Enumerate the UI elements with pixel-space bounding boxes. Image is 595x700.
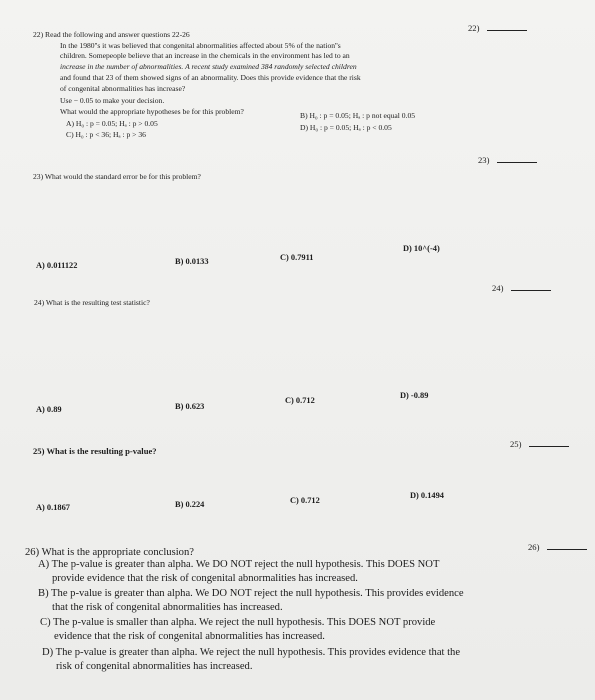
option-22-c[interactable]: C) H₀ : p < 36; Hₐ : p > 36 — [66, 130, 146, 139]
answer-slot-22 — [468, 20, 527, 33]
answer-number-24: 24) — [492, 283, 504, 293]
question-23-text: 23) What would the standard error be for this problem? — [33, 172, 201, 181]
option-24-a[interactable]: A) 0.89 — [36, 405, 62, 414]
option-26-b-line-1: B) The p-value is greater than alpha. We DO NOT reject the null hypothesis. This provides evidence — [38, 588, 464, 599]
question-22-text: What would the appropriate hypotheses be for this problem? — [60, 107, 244, 116]
option-26-b-line-2: that the risk of congenital abnormalities has increased. — [52, 602, 283, 613]
option-24-d[interactable]: D) -0.89 — [400, 391, 429, 400]
answer-blank-26[interactable] — [547, 539, 587, 550]
passage-line-3: increase in the number of abnormalities. A recent study examined 384 randomly selected children — [60, 62, 357, 71]
question-25-text: 25) What is the resulting p-value? — [33, 446, 157, 456]
option-24-c[interactable]: C) 0.712 — [285, 396, 315, 405]
instructions-header: 22) Read the following and answer questions 22-26 — [33, 30, 190, 39]
option-26-d-line-1: D) The p-value is greater than alpha. We reject the null hypothesis. This provides evidence that the — [42, 647, 461, 658]
option-23-a[interactable]: A) 0.011122 — [36, 261, 78, 270]
answer-slot-23 — [478, 152, 537, 165]
answer-slot-24 — [492, 280, 551, 293]
option-26-c-line-2: evidence that the risk of congenital abnormalities has increased. — [54, 631, 325, 642]
option-23-c[interactable]: C) 0.7911 — [280, 253, 314, 262]
option-25-c[interactable]: C) 0.712 — [290, 496, 320, 505]
option-23-d[interactable]: D) 10^(-4) — [403, 244, 440, 253]
option-26-a[interactable] — [38, 558, 439, 586]
answer-number-25: 25) — [510, 439, 522, 449]
option-22-a[interactable]: A) H₀ : p = 0.05; Hₐ : p > 0.05 — [66, 119, 158, 128]
option-25-b[interactable]: B) 0.224 — [175, 500, 205, 509]
option-22-b[interactable]: B) H₀ : p = 0.05; Hₐ : p not equal 0.05 — [300, 111, 416, 120]
answer-number-22: 22) — [468, 23, 480, 33]
option-26-d[interactable] — [42, 646, 460, 674]
option-26-a-line-1: A) The p-value is greater than alpha. We DO NOT reject the null hypothesis. This DOES NOT — [38, 559, 440, 570]
answer-number-26: 26) — [528, 542, 540, 552]
option-26-c[interactable] — [40, 616, 435, 644]
answer-blank-24[interactable] — [511, 280, 551, 291]
passage-line-6: Use − 0.05 to make your decision. — [60, 96, 165, 105]
option-23-b[interactable]: B) 0.0133 — [175, 257, 209, 266]
passage-line-5: of congenital abnormalities has increase? — [60, 84, 186, 93]
option-24-b[interactable]: B) 0.623 — [175, 402, 205, 411]
passage-line-2: children. Somepeople believe that an increase in the chemicals in the environment has led to an — [60, 51, 350, 60]
option-25-d[interactable]: D) 0.1494 — [410, 491, 444, 500]
question-24-text: 24) What is the resulting test statistic? — [34, 298, 150, 307]
answer-slot-26 — [528, 539, 587, 552]
option-26-a-line-2: provide evidence that the risk of congenital abnormalities has increased. — [52, 573, 358, 584]
option-26-b[interactable] — [38, 587, 464, 615]
question-26-text: 26) What is the appropriate conclusion? — [25, 547, 194, 558]
option-25-a[interactable]: A) 0.1867 — [36, 503, 70, 512]
answer-blank-22[interactable] — [487, 20, 527, 31]
option-26-c-line-1: C) The p-value is smaller than alpha. We reject the null hypothesis. This DOES NOT provide — [40, 617, 436, 628]
answer-blank-25[interactable] — [529, 436, 569, 447]
passage-line-4: and found that 23 of them showed signs of an abnormality. Does this provide evidence that the risk — [60, 73, 361, 82]
answer-slot-25 — [510, 436, 569, 449]
option-26-d-line-2: risk of congenital abnormalities has increased. — [56, 661, 253, 672]
answer-blank-23[interactable] — [497, 152, 537, 163]
option-22-d[interactable]: D) H₀ : p = 0.05; Hₐ : p < 0.05 — [300, 123, 392, 132]
passage-line-1: In the 1980''s it was believed that congenital abnormalities affected about 5% of the nation''s — [60, 41, 341, 50]
answer-number-23: 23) — [478, 155, 490, 165]
